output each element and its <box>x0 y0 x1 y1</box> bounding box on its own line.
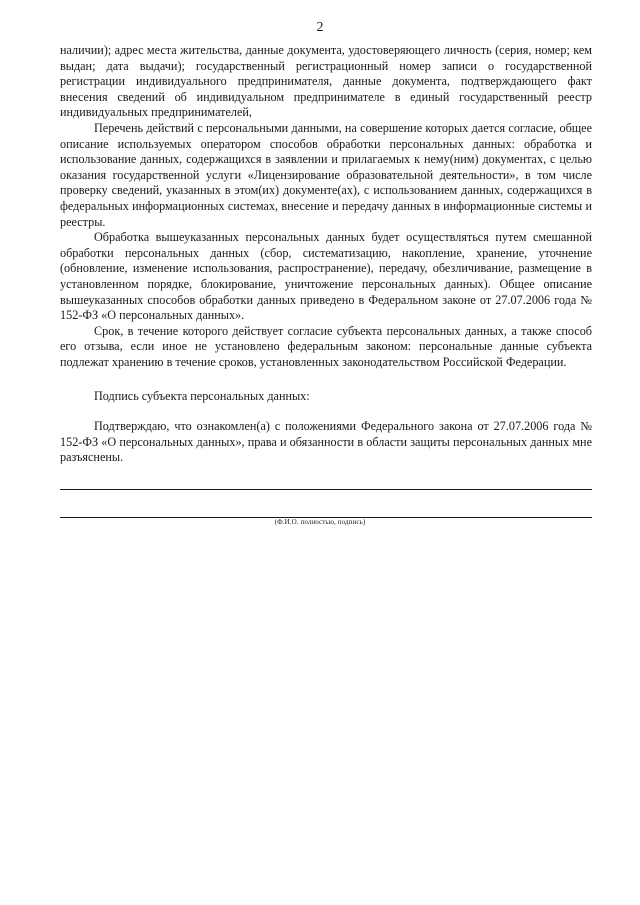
page-number: 2 <box>316 20 324 35</box>
confirmation-statement: Подтверждаю, что ознакомлен(а) с положениями Федерального закона от 27.07.2006 года № 152-ФЗ «О персональных данных», права и обязанности в области защиты персональных данных мне разъяснены. <box>60 419 592 465</box>
document-body <box>60 43 592 466</box>
paragraph-consent-term: Срок, в течение которого действует согласие субъекта персональных данных, а также способ его отзыва, если иное не установлено федеральным законом: персональные данные субъекта подлежат хранению в течение сроков, установленных законодательством Российской Федерации. <box>60 323 592 369</box>
signature-caption: (Ф.И.О. полностью, подпись) <box>274 518 366 526</box>
signature-line-1 <box>60 489 592 490</box>
paragraph-processing-methods: Обработка вышеуказанных персональных данных будет осуществляться путем смешанной обработки персональных данных (сбор, систематизацию, накопление, хранение, уточнение (обновление, изменение использования, распространение), передачу, обезличивание, размещение в установленном порядке, блокирование, уничтожение персональных данных). Общее описание вышеуказанных способов обработки данных приведено в Федеральном законе от 27.07.2006 года № 152-ФЗ «О персональных данных». <box>60 230 592 323</box>
paragraph-personal-data-list: наличии); адрес места жительства, данные документа, удостоверяющего личность (серия, номер; кем выдан; дата выдачи); государственный регистрационный номер записи о государственной регистрации индивидуального предпринимателя, данные документа, подтверждающего факт внесения сведений об индивидуальном предпринимателе в единый государственный реестр индивидуальных предпринимателей, <box>60 43 592 120</box>
signature-heading: Подпись субъекта персональных данных: <box>94 389 310 404</box>
paragraph-actions-list: Перечень действий с персональными данными, на совершение которых дается согласие, общее описание используемых оператором способов обработки персональных данных: обработка и использование данных, содержащихся в заявлении и прилагаемых к нему(ним) документах, с целью оказания государственной услуги «Лицензирование образовательной деятельности», в том числе проверку сведений, указанных в этом(их) документе(ах), с использованием данных, содержащихся в федеральных информационных системах, внесение и передачу данных в информационные системы и реестры. <box>60 120 592 229</box>
